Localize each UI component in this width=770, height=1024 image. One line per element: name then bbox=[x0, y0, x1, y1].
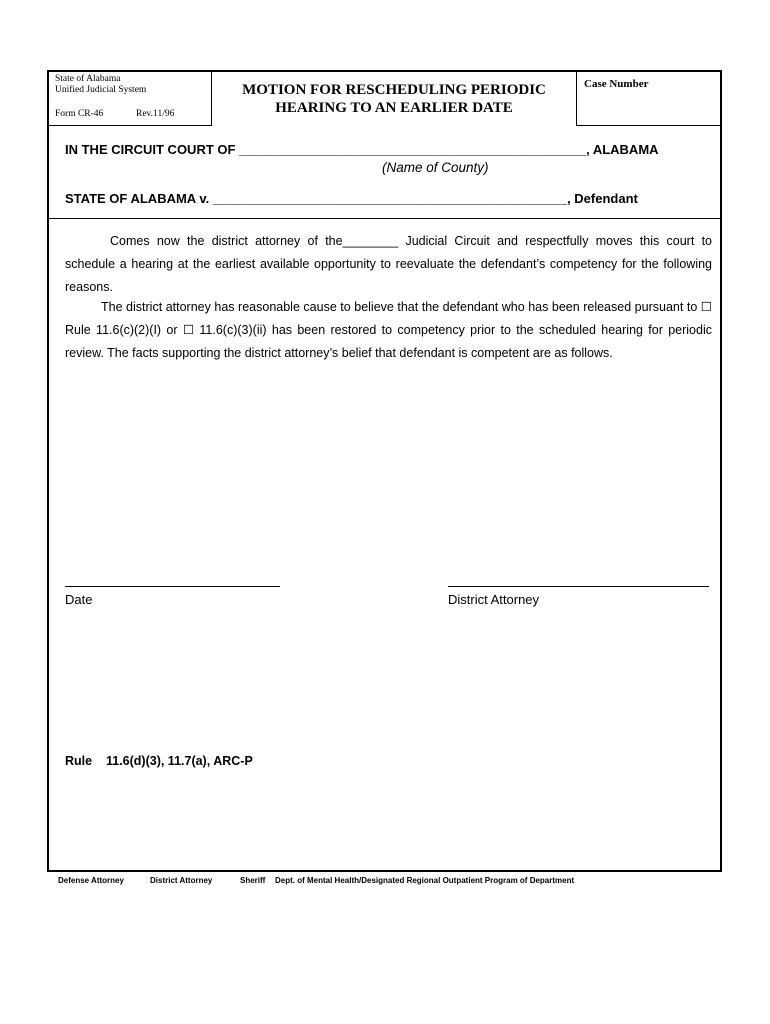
form-identifier-box bbox=[49, 72, 212, 126]
county-note: (Name of County) bbox=[382, 160, 489, 175]
motion-paragraph-1: Comes now the district attorney of the________ Judicial Circuit and respectfully moves this court to schedule a hearing at the earliest available opportunity to reevaluate the defendant’s competency for the following reasons. bbox=[65, 234, 712, 294]
form-title bbox=[212, 72, 576, 126]
court-county-field[interactable]: IN THE CIRCUIT COURT OF ________________________________________________, ALABAMA bbox=[65, 142, 659, 157]
date-signature-line[interactable] bbox=[65, 586, 280, 587]
date-label: Date bbox=[65, 592, 93, 607]
form-revision: Rev.11/96 bbox=[136, 109, 175, 119]
distribution-sheriff: Sheriff bbox=[240, 876, 266, 885]
motion-paragraph-2: The district attorney has reasonable cause to believe that the defendant who has been released pursuant to ☐ Rule 11.6(c)(2)(I) or ☐ 11.6(c)(3)(ii) has been restored to competency prior to the scheduled hearing for periodic review. The facts supporting the district attorney’s belief that defendant is competent are as follows. bbox=[65, 300, 712, 360]
case-number-field[interactable] bbox=[576, 72, 722, 126]
defendant-name-field[interactable]: STATE OF ALABAMA v. _________________________________________________, Defendant bbox=[65, 191, 638, 206]
state-label: State of Alabama bbox=[55, 74, 121, 84]
title-line-2: HEARING TO AN EARLIER DATE bbox=[275, 100, 513, 116]
district-attorney-signature-line[interactable] bbox=[448, 586, 709, 587]
district-attorney-label: District Attorney bbox=[448, 592, 540, 607]
distribution-mental-health: Dept. of Mental Health/Designated Regional Outpatient Program of Department bbox=[275, 876, 575, 885]
form-container bbox=[47, 70, 722, 872]
title-line-1: MOTION FOR RESCHEDULING PERIODIC bbox=[242, 82, 546, 98]
section-divider bbox=[49, 218, 720, 219]
distribution-district-attorney: District Attorney bbox=[150, 876, 213, 885]
distribution-defense-attorney: Defense Attorney bbox=[58, 876, 124, 885]
case-number-label: Case Number bbox=[584, 78, 649, 90]
system-label: Unified Judicial System bbox=[55, 85, 147, 95]
form-number: Form CR-46 bbox=[55, 109, 104, 119]
rule-reference: Rule 11.6(d)(3), 11.7(a), ARC-P bbox=[65, 754, 253, 768]
